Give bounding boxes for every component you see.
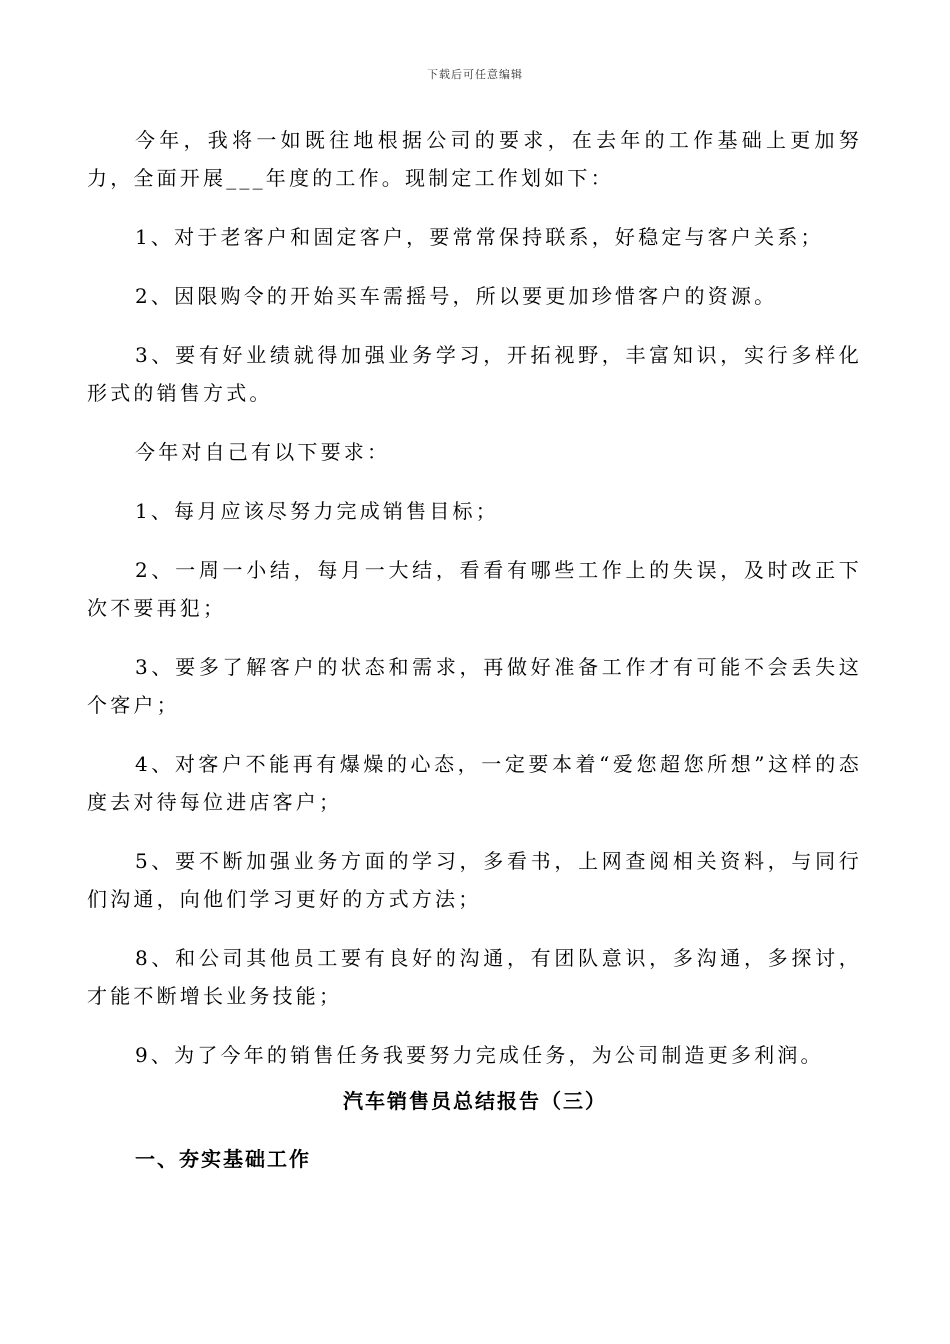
body-text bbox=[87, 121, 862, 1074]
paragraph-requirement-9: 9、为了今年的销售任务我要努力完成任务，为公司制造更多利润。 bbox=[135, 1043, 824, 1067]
paragraph-requirement-4: 4、对客户不能再有爆燥的心态，一定要本着“爱您超您所想”这样的态度去对待每位进店客户； bbox=[87, 752, 862, 814]
paragraph-plan-1: 1、对于老客户和固定客户，要常常保持联系，好稳定与客户关系； bbox=[135, 225, 824, 249]
report-title: 汽车销售员总结报告（三） bbox=[343, 1089, 607, 1113]
paragraph-plan-3: 3、要有好业绩就得加强业务学习，开拓视野，丰富知识，实行多样化形式的销售方式。 bbox=[87, 343, 862, 405]
paragraph-intro: 今年，我将一如既往地根据公司的要求，在去年的工作基础上更加努力，全面开展___年度的工作。现制定工作划如下： bbox=[87, 128, 862, 190]
paragraph-requirement-2: 2、一周一小结，每月一大结，看看有哪些工作上的失误，及时改正下次不要再犯； bbox=[87, 558, 862, 620]
paragraph-requirement-8: 8、和公司其他员工要有良好的沟通，有团队意识，多沟通，多探讨，才能不断增长业务技能； bbox=[87, 946, 862, 1008]
header-note: 下载后可任意编辑 bbox=[427, 68, 523, 81]
paragraph-requirement-3: 3、要多了解客户的状态和需求，再做好准备工作才有可能不会丢失这个客户； bbox=[87, 655, 862, 717]
paragraph-requirements-intro: 今年对自己有以下要求： bbox=[135, 440, 391, 464]
section-heading: 一、夯实基础工作 bbox=[135, 1147, 311, 1171]
paragraph-requirement-1: 1、每月应该尽努力完成销售目标； bbox=[135, 499, 499, 523]
paragraph-plan-2: 2、因限购令的开始买车需摇号，所以要更加珍惜客户的资源。 bbox=[135, 284, 778, 308]
paragraph-requirement-5: 5、要不断加强业务方面的学习，多看书，上网查阅相关资料，与同行们沟通，向他们学习更好的方式方法； bbox=[87, 849, 862, 911]
